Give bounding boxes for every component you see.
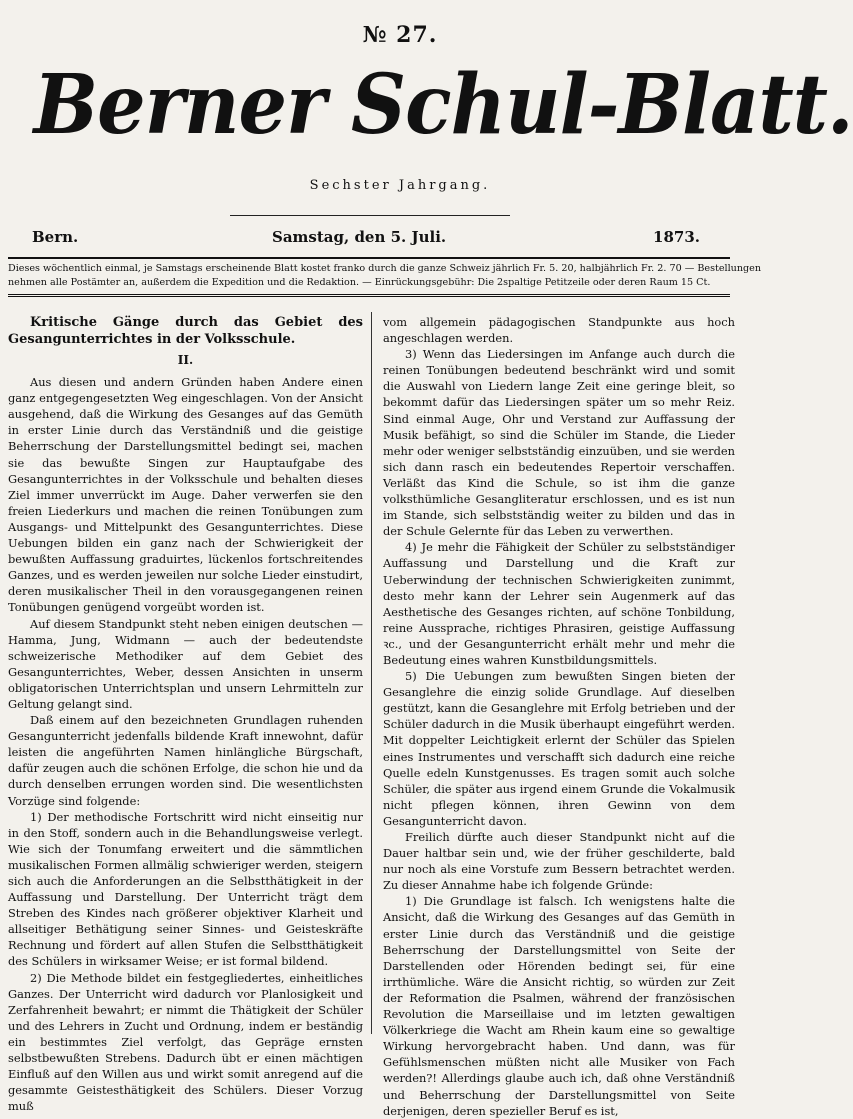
article-title: Kritische Gänge durch das Gebiet des Gesangunterrichtes in der Volksschule. [8,315,363,347]
double-rule [8,294,730,297]
column-right [383,314,735,1118]
paragraph: Auf diesem Standpunkt steht neben einigen deutschen — Hamma, Jung, Widmann — auch der bedeutendste schweizerische Methodiker auf dem Gebiet des Gesangunterrichtes, Weber, dessen Ansichten in unserm obligatorischen Unterrichtsplan und unsern Lehrmitteln zur Geltung gelangt sind. [8,616,363,711]
paragraph: 5) Die Uebungen zum bewußten Singen bieten der Gesanglehre die einzig solide Grundlage. Auf dieselben gestützt, kann die Gesanglehre mit Erfolg betrieben und der Schüler dadurch in die Musik überhaupt eingeführt werden. Mit doppelter Leichtigkeit erlernt der Schüler das Spielen eines Instrumentes und verschafft sich dadurch eine reiche Quelle edeln Kunstgenusses. Es tragen somit auch solche Schüler, die später aus irgend einem Grunde die Vokalmusik nicht pflegen können, ihren Gewinn von dem Gesangunterricht davon. [383,669,735,828]
dateline-place: Bern. [32,228,79,246]
volume-line: Sechster Jahrgang. [309,178,491,193]
notice-line-2: nehmen alle Postämter an, außerdem die Expedition und die Redaktion. — Einrückungsgebühr: Die 2spaltige Petitzeile oder deren Raum 15 Ct. [8,277,711,288]
paragraph: 4) Je mehr die Fähigkeit der Schüler zu selbstständiger Auffassung und Darstellung und die Kraft zur Ueberwindung der technischen Schwierigkeiten zunimmt, desto mehr kann der Lehrer sein Augenmerk auf das Aesthetische des Gesanges richten, auf schöne Tonbildung, reine Aussprache, richtiges Phrasiren, geistige Auffassung ꝛc., und der Gesangunterricht erhält mehr und mehr die Bedeutung eines wahren Kunstbildungsmittels. [383,540,735,667]
subscription-notice [8,262,762,290]
masthead-title: Berner Schul-Blatt. [33,57,853,153]
top-rule [8,257,730,259]
issue-number: № 27. [362,22,438,48]
column-left [8,314,363,1114]
paragraph: Daß einem auf den bezeichneten Grundlagen ruhenden Gesangunterricht jedenfalls bildende Kraft innewohnt, dafür leisten die angeführten Namen hinlängliche Bürgschaft, dafür zeugen auch die schönen Erfolge, die schon hie und da durch denselben errungen worden sind. Die wesentlichsten Vorzüge sind folgende: [8,713,363,808]
article-section: II. [177,353,194,367]
paragraph: vom allgemein pädagogischen Standpunkte aus hoch angeschlagen werden. [383,315,735,346]
notice-line-1: Dieses wöchentlich einmal, je Samstags erscheinende Blatt kostet franko durch die ganze Schweiz jährlich Fr. 5. 20, halbjährlich Fr. 2. 70 — Bestellungen [8,263,762,274]
paragraph: 3) Wenn das Liedersingen im Anfange auch durch die reinen Tonübungen bedeutend beschränkt wird und somit die Auswahl von Liedern lange Zeit eine geringe bleit, so bekommt dafür das Liedersingen später um so mehr Reiz. Sind einmal Auge, Ohr und Verstand zur Auffassung der Musik befähigt, so sind die Schüler im Stande, die Lieder mehr oder weniger selbstständig einzuüben, und sie werden sich dann rasch ein bedeutendes Repertoir verschaffen. Verläßt das Kind die Schule, so ist ihm die ganze volksthümliche Gesangliteratur erschlossen, und es ist nun im Stande, sich selbstständig weiter zu bilden und das in der Schule Gelernte für das Leben zu verwerthen. [383,347,735,539]
dateline-date: Samstag, den 5. Juli. [272,228,447,246]
paragraph: 2) Die Methode bildet ein festgegliedertes, einheitliches Ganzes. Der Unterricht wird dadurch vor Planlosigkeit und Zerfahrenheit bewahrt; er nimmt die Thätigkeit der Schüler und des Lehrers in Zucht und Ordnung, indem er beständig ein bestimmtes Ziel verfolgt, das Gepräge ernsten selbstbewußten Strebens. Dadurch übt er einen mächtigen Einfluß auf den Willen aus und wirkt somit anregend auf die gesammte Geistesthätigkeit des Schülers. Dieser Vorzug muß [8,970,363,1114]
column-divider [371,312,372,1034]
masthead-rule [230,215,510,216]
paragraph: 1) Der methodische Fortschritt wird nicht einseitig nur in den Stoff, sondern auch in die Behandlungsweise verlegt. Wie sich der Tonumfang erweitert und die sämmtlichen musikalischen Formen allmälig schwieriger werden, steigern sich auch die Anforderungen an die Selbstthätigkeit in der Auffassung und Darstellung. Der Unterricht trägt dem Streben des Kindes nach größerer objektiver Klarheit und allseitiger Bethätigung seiner Sinnes- und Geisteskräfte Rechnung und fördert auf allen Stufen die Selbstthätigkeit des Schülers in wirksamer Weise; er ist formal bildend. [8,809,363,969]
paragraph: 1) Die Grundlage ist falsch. Ich wenigstens halte die Ansicht, daß die Wirkung des Gesanges auf das Gemüth in erster Linie durch das Verständniß und die geistige Beherrschung der Darstellungsmittel von Seite der Darstellenden oder Hörenden bedingt sei, für eine irrthümliche. Wäre die Ansicht richtig, so würden zur Zeit der Reformation die Psalmen, während der französischen Revolution die Marseillaise und im letzten gewaltigen Völkerkriege die Wacht am Rhein kaum eine so gewaltige Wirkung hervorgebracht haben. Und dann, was für Gefühlsmenschen müßten nicht alle Musiker von Fach werden?! Allerdings glaube auch ich, daß ohne Verständniß und Beherrschung der Darstellungsmittel von Seite derjenigen, deren spezieller Beruf es ist, [383,894,735,1118]
dateline-year: 1873. [653,228,700,246]
paragraph: Aus diesen und andern Gründen haben Andere einen ganz entgegengesetzten Weg eingeschlagen. Von der Ansicht ausgehend, daß die Wirkung des Gesanges auf das Gemüth in erster Linie durch das Verständniß und die geistige Beherrschung der Darstellungsmittel bedingt sei, machen sie das bewußte Singen zur Hauptaufgabe des Gesangunterrichtes in der Volksschule und behalten dieses Ziel immer unverrückt im Auge. Daher verwerfen sie den freien Liederkurs und machen die reinen Tonübungen zum Ausgangs- und Mittelpunkt des Gesangunterrichtes. Diese Uebungen bilden ein ganz nach der Schwierigkeit der bewußten Auffassung graduirtes, lückenlos fortschreitendes Ganzes, und es werden jeweilen nur solche Lieder einstudirt, deren musikalischer Theil in den vorausgegangenen reinen Tonübungen genügend vorgeübt worden ist. [8,375,363,615]
paragraph: Freilich dürfte auch dieser Standpunkt nicht auf die Dauer haltbar sein und, wie der früher geschilderte, bald nur noch als eine Vorstufe zum Bessern betrachtet werden. Zu dieser Annahme habe ich folgende Gründe: [383,830,735,893]
